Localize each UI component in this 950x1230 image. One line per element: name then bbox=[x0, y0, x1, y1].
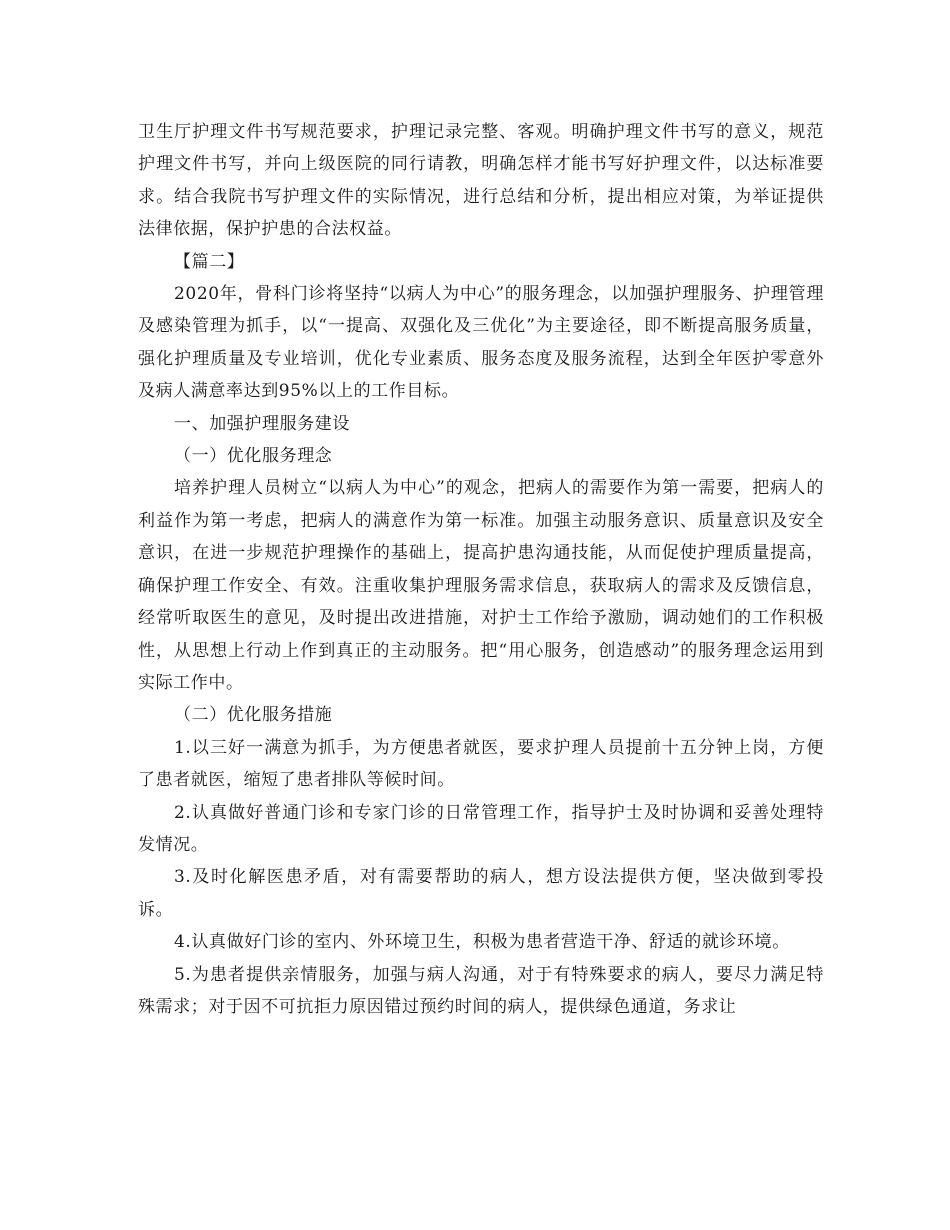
list-item: 4.认真做好门诊的室内、外环境卫生，积极为患者营造干净、舒适的就诊环境。 bbox=[174, 932, 790, 953]
section-title-part-two: 【篇二】 bbox=[174, 251, 245, 272]
document-body bbox=[138, 116, 824, 1023]
list-item: 1.以三好一满意为抓手，为方便患者就医，要求护理人员提前十五分钟上岗，方便了患者就医，缩短了患者排队等候时间。 bbox=[138, 737, 824, 791]
list-item: 2.认真做好普通门诊和专家门诊的日常管理工作，指导护士及时协调和妥善处理特发情况。 bbox=[138, 802, 824, 855]
body-paragraph: 培养护理人员树立“以病人为中心”的观念，把病人的需要作为第一需要，把病人的利益作为第一考虑，把病人的满意作为第一标准。加强主动服务意识、质量意识及安全意识，在进一步规范护理操作的基础上，提高护患沟通技能，从而促使护理质量提高，确保护理工作安全、有效。注重收集护理服务需求信息，获取病人的需求及反馈信息，经常听取医生的意见，及时提出改进措施，对护士工作给予激励，调动她们的工作积极性，从思想上行动上作到真正的主动服务。把“用心服务，创造感动”的服务理念运用到实际工作中。 bbox=[138, 478, 824, 693]
body-paragraph: 卫生厅护理文件书写规范要求，护理记录完整、客观。明确护理文件书写的意义，规范护理文件书写，并向上级医院的同行请教，明确怎样才能书写好护理文件，以达标准要求。结合我院书写护理文件的实际情况，进行总结和分析，提出相应对策，为举证提供法律依据，保护护患的合法权益。 bbox=[138, 122, 824, 240]
subsection-heading: （二）优化服务措施 bbox=[174, 705, 333, 726]
list-item: 3.及时化解医患矛盾，对有需要帮助的病人，想方设法提供方便，坚决做到零投诉。 bbox=[138, 867, 824, 920]
subsection-heading: （一）优化服务理念 bbox=[174, 446, 333, 467]
list-item: 5.为患者提供亲情服务，加强与病人沟通，对于有特殊要求的病人，要尽力满足特殊需求；对于因不可抗拒力原因错过预约时间的病人，提供绿色通道，务求让 bbox=[138, 964, 824, 1017]
section-heading: 一、加强护理服务建设 bbox=[174, 413, 350, 434]
body-paragraph: 2020年，骨科门诊将坚持“以病人为中心”的服务理念，以加强护理服务、护理管理及感染管理为抓手，以“一提高、双强化及三优化”为主要途径，即不断提高服务质量，强化护理质量及专业培训，优化专业素质、服务态度及服务流程，达到全年医护零意外及病人满意率达到95%以上的工作目标。 bbox=[138, 284, 824, 402]
